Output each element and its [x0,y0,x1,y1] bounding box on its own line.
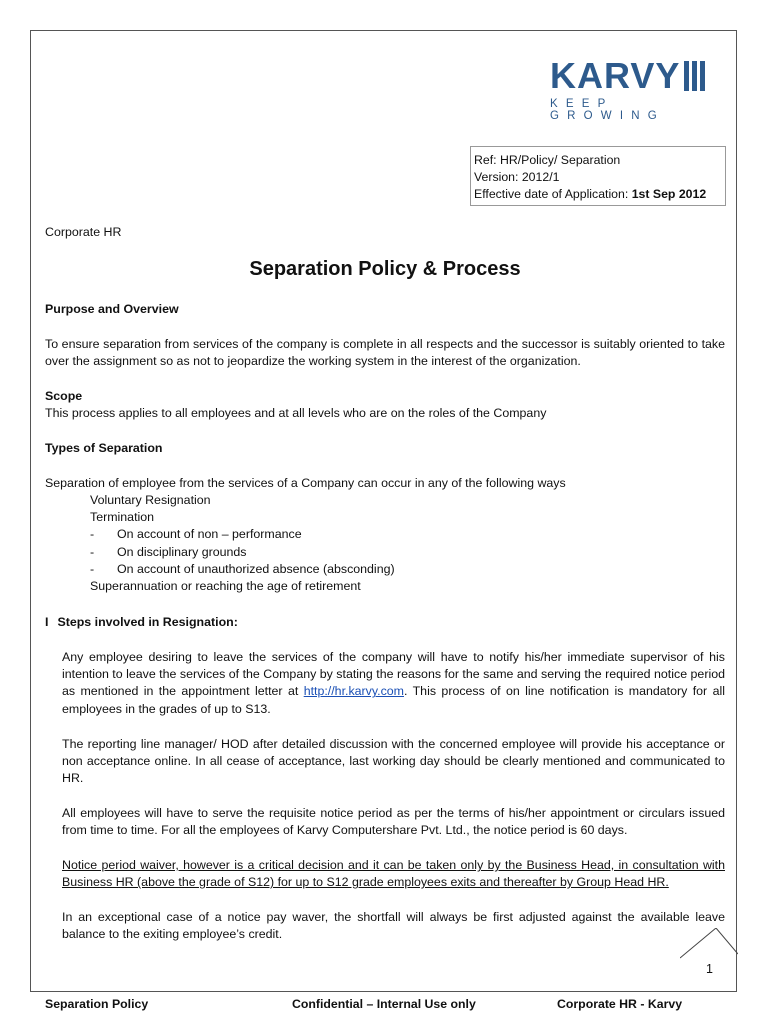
karvy-logo [550,55,730,122]
steps-paragraph-4: Notice period waiver, however is a critical decision and it can be taken only by the Business Head, in consultation with Business HR (above the grade of S12) for up to S12 grade employees exits and thereafter by Group Head HR. [62,858,725,890]
document-title: Separation Policy & Process [249,258,521,280]
types-heading: Types of Separation [45,441,163,455]
version-line: Version: 2012/1 [474,170,560,184]
steps-paragraph-5: In an exceptional case of a notice pay waver, the shortfall will always be first adjusted against the available leave balance to the exiting employee’s credit. [62,910,725,942]
department-label: Corporate HR [45,225,122,239]
list-item: - On account of unauthorized absence (absconding) [90,561,395,576]
scope-text: This process applies to all employees and at all levels who are on the roles of the Company [45,406,547,420]
footer-left: Separation Policy [45,997,149,1011]
scope-heading: Scope [45,389,83,403]
footer-right: Corporate HR - Karvy [557,997,683,1011]
list-item: Termination [90,510,155,525]
separation-types-list [90,492,395,595]
steps-paragraph-3: All employees will have to serve the requisite notice period as per the terms of his/her appointment or circulars issued from time to time. For all the employees of Karvy Computershare Pvt. Ltd., the notice period is 60 days. [62,806,725,838]
page-number: 1 [706,962,713,976]
steps-paragraph-2: The reporting line manager/ HOD after detailed discussion with the concerned employee will provide his acceptance or non acceptance online. In all cease of acceptance, last working day should be clearly mentioned and communicated to HR. [62,737,725,786]
footer-center: Confidential – Internal Use only [292,997,476,1011]
reference-box [470,146,726,206]
ref-line: Ref: HR/Policy/ Separation [474,153,621,167]
purpose-text: To ensure separation from services of the company is complete in all respects and the successor is suitably oriented to take over the assignment so as not to jeopardize the working system in the interest of the organization. [45,337,725,369]
list-item: - On account of non – performance [90,527,302,542]
logo-tagline: KEEP GROWING [550,98,665,122]
types-intro: Separation of employee from the services of a Company can occur in any of the following ways [45,476,566,490]
hr-portal-link[interactable]: http://hr.karvy.com [303,684,404,699]
purpose-heading: Purpose and Overview [45,302,179,316]
steps-paragraph-1: Any employee desiring to leave the services of the company will have to notify his/her immediate supervisor of his intention to leave the services of the Company by stating the reasons for the same and serving the required notice period as mentioned in the appointment letter at http://hr.karvy.com. This process of on line notification is mandatory for all employees in the grades of up to S13. [62,650,725,716]
logo-word: KARVY [550,55,681,96]
effective-date-value: 1st Sep 2012 [631,187,707,201]
effective-date-line: Effective date of Application: 1st Sep 2012 [474,187,707,201]
logo-bars-icon [684,61,705,91]
steps-heading: I Steps involved in Resignation: [45,615,238,629]
list-item: Superannuation or reaching the age of retirement [90,579,361,594]
page-curl-icon [680,928,738,992]
list-item: Voluntary Resignation [90,493,211,507]
list-item: - On disciplinary grounds [90,544,247,559]
